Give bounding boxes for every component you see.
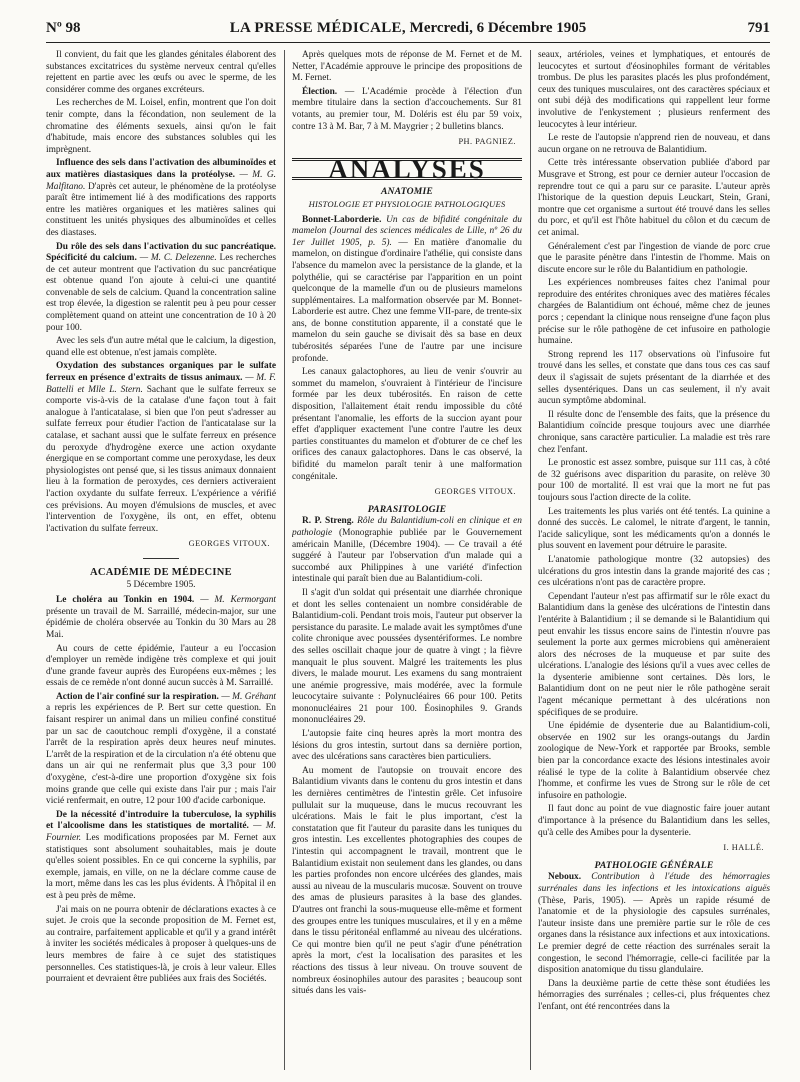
paragraph [292, 516, 522, 586]
article-title: Neboux. [548, 872, 582, 883]
paragraph: Les traitements les plus variés ont été tentés. La quinine a donné des succès. Le calomel, le nitrate d'argent, le tannin, l'acide salicylique, sont les médicaments qu'on a donnés le plus souvent en lavement pour détruire le parasite. [538, 506, 770, 552]
rubric-title: PARASITOLOGIE [367, 503, 447, 515]
paragraph: Au moment de l'autopsie on trouvait encore des Balantidium vivants dans le contenu du gros intestin et dans les dernières centimètres de l'intestin grêle. Cet infusoire pullulait sur la muqueuse, dans le mucus recouvrant les ulcérations. Mais le fait le plus important, c'est la constatation que fit l'auteur du parasite dans les tuniques du gros intestin. Les excellentes photographies des coupes de l'intestin qui accompagnent le travail, montrent que le Balantidium existait non seulement dans les glandes, ou dans les parties profondes non encore ulcérées des glandes, mais aussi au niveau de la muscularis mucosæ. Souvent on trouve des amas de plusieurs parasites à la base des glandes. D'autres ont franchi la sous-muqueuse elle-même et forment des groupes entre les tuniques musculaires, et il y en a même dans le tissu péritonéal enflammé au niveau des ulcérations. Ce qui montre bien qu'il ne peut s'agir d'une pénétration après la mort, c'est la localisation des parasites et les réactions des tissus à leur niveau. On trouve souvent de nombreux éosinophiles autour des parasites ; beaucoup sont situés dans les vais- [292, 765, 522, 997]
article-title: Élection. [302, 86, 338, 97]
section-date: 5 Décembre 1905. [126, 579, 196, 590]
paragraph [46, 242, 276, 335]
article-text: — Ce travail a été suggéré à l'auteur par l'observation d'un malade qui a succombé aux Philippines à une variété d'infection intestinale qui paraît bien due au Balantidium-coli. [292, 539, 522, 585]
paragraph: Les recherches de M. Loisel, enfin, montrent que l'on doit tenir compte, dans la fécondation, non seulement de la chromatine des éléments sexuels, ainsi qu'on le fait d'habitude, mais encore des substances solubles qui les imprègnent. [46, 98, 276, 155]
article-text: a repris les expériences de P. Bert sur cette question. En faisant respirer un animal dans un milieu confiné constitué par un sac de caoutchouc rempli d'oxygène, il a constaté l'arrêt de la respiration après deux heures neuf minutes. L'arrêt de la respiration et de la circulation n'a été obtenu que dans un air qui ne renfermait plus que 3,3 pour 100 d'oxygène, c'est-à-dire une proportion d'oxygène six fois moins grande que celle qui existe dans l'air pur ; mais l'air vicié renfermait, en outre, 12 pour 100 d'acide carbonique. [46, 703, 276, 807]
issue-date: Mercredi, 6 Décembre 1905 [405, 20, 587, 36]
article-author: — M. F. Battelli et Mlle L. Stern. [46, 373, 276, 395]
paragraph: Cependant l'auteur n'est pas affirmatif sur le rôle exact du Balantidium dans la genèse des ulcérations de l'intestin dans l'entérite à Balantidium ; il se demande si le Balantidium qui peut envahir les tissus encore sains de l'intestin n'ouvre pas seulement la porte aux germes microbiens qui amèneraient alors des nécroses de la muqueuse et par suite des ulcérations. L'analogie des lésions qu'il a vues avec celles de la dysenterie amibienne sont certaines. Dès lors, le Balantidium dont on ne peut nier le rôle pathogène serait l'agent mécanique permettant à des ulcérations non spécifiques de se produire. [538, 591, 770, 718]
article-title: De la nécessité d'introduire la tuberculose, la syphilis et l'alcoolisme dans les statistiques de mortalité. [46, 809, 276, 832]
text-columns [46, 50, 770, 1070]
paragraph: J'ai mais on ne pourra obtenir de déclarations exactes à ce sujet. Je crois que la seconde proposition de M. Fernet est, au contraire, parfaitement applicable et qu'il y a grand intérêt à inviter les sociétés médicales à proposer à quelques-uns de leurs membres de faire à ce sujet des statistiques personnelles. Ces statistiques-là, je crois à leur valeur. Elles pourraient et devraient être publiées aux frais des Sociétés. [46, 904, 276, 985]
article-text: Les recherches de cet auteur montrent que l'activation du suc pancréatique est obtenue quand l'on ajoute à celui-ci une quantité convenable de sels de calcium. Quand la concentration saline est trop élevée, la digestion se ralentit peu à peu pour cesser complètement quand on atteint une concentration de 10 à 20 pour 100. [46, 253, 276, 333]
article-text: Les modifications proposées par M. Fernet aux statistiques sont absolument souhaitables, mais je doute qu'elles soient possibles. En ce qui concerne la syphilis, par exemple, jamais, en ville, on ne la déclare comme cause de la mort, même dans les cas les plus évidents. À l'hôpital il en est à peu près de même. [46, 833, 276, 901]
paragraph: Le pronostic est assez sombre, puisque sur 111 cas, à côté de 32 guérisons avec disparition du parasite, on relève 30 pour 100 de mortalité. Il est vrai que la mort ne fut pas toujours sous l'action directe de la colite. [538, 458, 770, 503]
column-2 [292, 50, 522, 1070]
running-title [46, 20, 770, 37]
paragraph: Les canaux galactophores, au lieu de venir s'ouvrir au sommet du mamelon, s'ouvraient à l'intérieur de l'incisure formée par les deux tubérosités. En raison de cette disposition, l'allaitement était rendu impossible du côté présentant l'anomalie, les efforts de la succion ayant pour effet d'appliquer exactement l'une contre l'autre les deux parties constituantes du mamelon et d'obturer de ce chef les orifices des canaux galactophores. Dans le cas observé, la bifidité du mamelon paraît tenir à une malformation congénitale. [292, 367, 522, 482]
paragraph [46, 692, 276, 808]
article-title: Influence des sels dans l'activation des albuminoïdes et aux matières diastasiques dans la protéolyse. [46, 158, 276, 180]
paragraph: Généralement c'est par l'ingestion de viande de porc crue que le parasite pénètre dans l'intestin de l'homme. Mais on discute encore sur le rôle du Balantidium en pathologie. [538, 241, 770, 275]
article-text: — Après un rapide résumé de l'anatomie et de la physiologie des capsules surrénales, l'auteur insiste dans une première partie sur le rôle de ces organes dans la résistance aux infections et aux intoxications. Le premier degré de cette réaction des surrénales serait la congestion, le second l'hémorragie, celle-ci facilitée par la disposition anatomique du tissu glandulaire. [538, 895, 770, 976]
article-author: — M. G. Malfitano. [46, 169, 276, 192]
article-title: Du rôle des sels dans l'activation du suc pancréatique. Spécificité du calcium. [46, 241, 276, 264]
paragraph: Il convient, du fait que les glandes génitales élaborent des substances excitatrices du système nerveux central qu'elles rejettent en partie avec les œufs ou avec le sperme, de les considérer comme des organes excréteurs. [46, 50, 276, 95]
paragraph: Une épidémie de dysenterie due au Balantidium-coli, observée en 1902 sur les orangs-outangs du Jardin zoologique de New-York et rapportée par Brooks, semble bien par la concordance exacte des lésions intestinales avoir réalisé le type de la colite à Balantidium observée chez l'homme, et confirme les vues de Strong sur le rôle de cet infusoire en pathologie. [538, 721, 770, 801]
paragraph [46, 158, 276, 239]
page-number: 791 [747, 20, 770, 36]
paragraph: Au cours de cette épidémie, l'auteur a eu l'occasion d'employer un remède indigène très complexe et qui jouit d'une grande faveur auprès des Européens eux-mêmes ; les essais de ce remède n'ont donné aucun succès à M. Sarraillé. [46, 643, 276, 689]
article-title: R. P. Streng. [302, 516, 354, 527]
article-title: Action de l'air confiné sur la respiration. [56, 691, 219, 702]
paragraph: Après quelques mots de réponse de M. Fernet et de M. Netter, l'Académie approuve le principe des propositions de M. Fernet. [292, 50, 522, 84]
paragraph: Cette très intéressante observation publiée d'abord par Musgrave et Strong, est pour ce dernier auteur l'occasion de reprendre tout ce qui a paru sur ce parasite. L'auteur après l'historique de la question depuis Leuckart, Stein, Grani, montre que cet organisme a surtout été trouvé dans les selles du porc, et qu'il est l'hôte habituel du côlon et du cæcum de cet animal. [538, 158, 770, 238]
paragraph: Le reste de l'autopsie n'apprend rien de nouveau, et dans aucun organe on ne retrouva de Balantidium. [538, 133, 770, 155]
article-title: Oxydation des substances organiques par le sulfate ferreux en présence d'extraits de tissus animaux. [46, 361, 276, 384]
paragraph: Dans la deuxième partie de cette thèse sont étudiées les hémorragies des surrénales ; celles-ci, plus fréquentes chez l'enfant, ont été rencontrées dans la [538, 978, 770, 1012]
signature: I. HALLÉ. [723, 843, 764, 853]
paragraph [46, 595, 276, 641]
separator [143, 558, 179, 559]
article-title: Le choléra au Tonkin en 1904. [56, 595, 195, 606]
paragraph: Les expériences nombreuses faites chez l'animal pour reproduire des entérites chroniques avec des matières fécales chargées de Balantidium ont échoué, même chez de jeunes porcs ; cependant la clinique nous renseigne d'une façon plus précise sur le rôle pathogène de cet infusoire en pathologie humaine. [538, 278, 770, 347]
paragraph [538, 872, 770, 976]
article-text: présente un travail de M. Sarraillé, médecin-major, sur une épidémie de choléra observée au Tonkin du 30 Mars au 28 Mai. [46, 606, 276, 640]
article-source: (Monographie publiée par le Gouvernement américain Manille, (Décembre 1904). [292, 527, 522, 550]
column-divider [530, 50, 531, 1070]
issue-number: Nº 98 [46, 20, 81, 36]
article-author: — M. Kermorgant [200, 595, 276, 606]
article-text: — En matière d'anomalie du mamelon, on distingue d'ordinaire l'athélie, qui consiste dans l'absence du mamelon avec la persistance de la glande, et la polythélie, qui se caractérise par l'apparition en un point quelconque de la mamelle d'un ou de plusieurs mamelons supplémentaires. La malformation observée par M. Bonnet-Laborderie est autre. Chez une femme VII-pare, de trente-six ans, de bonne constitution apparente, il a constaté que le mamelon du sein gauche se divisait dès sa base en deux tubérosités séparées l'une de l'autre par une incisure profonde. [292, 237, 522, 364]
column-divider [284, 50, 285, 1070]
paragraph: Il faut donc au point de vue diagnostic faire jouer autant d'importance à la présence du Balantidium dans les selles, qu'à celle des Amibes pour la dysenterie. [538, 804, 770, 838]
paragraph [292, 87, 522, 133]
article-text: Sachant que le sulfate ferreux se comporte vis-à-vis de la catalase d'une façon tout à fait analogue à l'anticatalase, si bien que l'on peut s'adresser au sulfate ferreux pour étudier l'action de l'anticatalase sur la catalase, et sachant aussi que le sulfate ferreux en présence du peroxyde d'hydrogène exerce une action oxydante énergique en se comportant comme une peroxydase, les deux physiologistes ont pensé que, si les tissus animaux donnaient lieu à la formation de peroxydes, ces derniers activeraient l'action oxydante du sulfate ferreux. L'expérience a vérifié ces prévisions. Au moyen d'émulsions de muscles, et avec l'intervention de l'oxygène, ils ont, en effet, obtenu l'activation du sulfate ferreux. [46, 384, 276, 534]
article-author: — M. Gréhant [221, 691, 276, 702]
paragraph [46, 361, 276, 535]
signature: PH. PAGNIEZ. [458, 137, 516, 147]
article-source: (Thèse, Paris, 1905). [538, 895, 626, 906]
article-reference: Un cas de bifidité congénitale du mamelon (Journal des sciences médicales de Lille, nº 26 du 1er Juillet 1905, p. 5). [292, 214, 522, 248]
article-author: — M. Fournier. [46, 821, 276, 843]
article-title: Bonnet-Laborderie. [302, 214, 382, 225]
paragraph: Avec les sels d'un autre métal que le calcium, la digestion, quand elle est obtenue, n'est jamais complète. [46, 336, 276, 358]
paragraph: Il s'agit d'un soldat qui présentait une diarrhée chronique et dont les selles contenaient un nombre considérable de Balantidium-coli. Pendant trois mois, l'auteur put observer la persistance du parasite. Le malade avait les symptômes d'une colite chronique avec poussées dysentériformes. Le nombre des selles oscillait chaque jour de quatre à vingt ; la fièvre manquait le plus souvent. Malgré les traitements les plus divers, le malade mourut. Les examens du sang montraient une anémie progressive, mais modérée, avec la formule leucocytaire suivante : Polynucléaires 66 pour 100. Petits mononucléaires 21 pour 100. Éosinophiles 9. Grands mononucléaires 29. [292, 587, 522, 726]
paragraph: L'anatomie pathologique montre (32 autopsies) des ulcérations du gros intestin dans la grande majorité des cas ; ces ulcérations n'ont pas de caractère propre. [538, 554, 770, 589]
article-reference: Rôle du Balantidium-coli en clinique et en pathologie [292, 516, 522, 538]
analyses-heading: ANALYSES [292, 158, 522, 181]
page-header [46, 18, 770, 43]
paragraph: seaux, artérioles, veines et lymphatiques, et entourés de leucocytes et surtout d'éosinophiles formant de véritables trombus. De plus les parasites placés les plus profondément, ceux des tuniques musculaires, ont des caractères spéciaux et ont subi déjà des modifications qui rappellent leur forme involutive de l'enkystement ; plusieurs renferment des leucocytes à leur intérieur. [538, 50, 770, 130]
paragraph: Strong reprend les 117 observations où l'infusoire fut trouvé dans les selles, et constate que dans tous ces cas sauf deux il s'agissait de sujets présentant de la diarrhée et des selles dysentériques. Dans un cas seulement, il n'y avait aucun symptôme abdominal. [538, 349, 770, 407]
rubric-title: PATHOLOGIE GÉNÉRALE [594, 859, 714, 871]
rubric-subtitle: HISTOLOGIE ET PHYSIOLOGIE PATHOLOGIQUES [308, 198, 506, 209]
article-text: — L'Académie procède à l'élection d'un membre titulaire dans la section d'accouchements. Sur 81 votants, au premier tour, M. Doléris est élu par 59 voix, contre 13 à M. Bar, 7 à M. Maygrier ; 2 bulletins blancs. [292, 86, 522, 132]
column-3 [538, 50, 770, 1070]
journal-title: LA PRESSE MÉDICALE, [229, 20, 406, 36]
article-author: — M. C. Delezenne. [139, 253, 217, 264]
paragraph: L'autopsie faite cinq heures après la mort montra des lésions du gros intestin, surtout dans sa dernière portion, avec des ulcérations sans caractères bien particuliers. [292, 729, 522, 763]
article-reference: Contribution à l'étude des hémorragies surrénales dans les infections et les intoxications aiguës [538, 872, 770, 894]
paragraph: Il résulte donc de l'ensemble des faits, que la présence du Balantidium coïncide presque toujours avec une diarrhée chronique, sans caractère particulier. La maladie est très rare chez l'enfant. [538, 409, 770, 455]
column-1 [46, 50, 276, 1070]
signature: GEORGES VITOUX. [434, 487, 516, 497]
article-text: D'après cet auteur, le phénomène de la protéolyse paraît être intimement lié à des modifications des rapports entre les matières organiques et les matières salines qui constituent les unités physiques des albuminoïdes et celles des diastases. [46, 181, 276, 238]
signature: GEORGES VITOUX. [188, 539, 270, 549]
paragraph [46, 810, 276, 903]
paragraph [292, 215, 522, 366]
rubric-title: ANATOMIE [380, 186, 434, 198]
section-title: ACADÉMIE DE MÉDECINE [90, 566, 232, 578]
